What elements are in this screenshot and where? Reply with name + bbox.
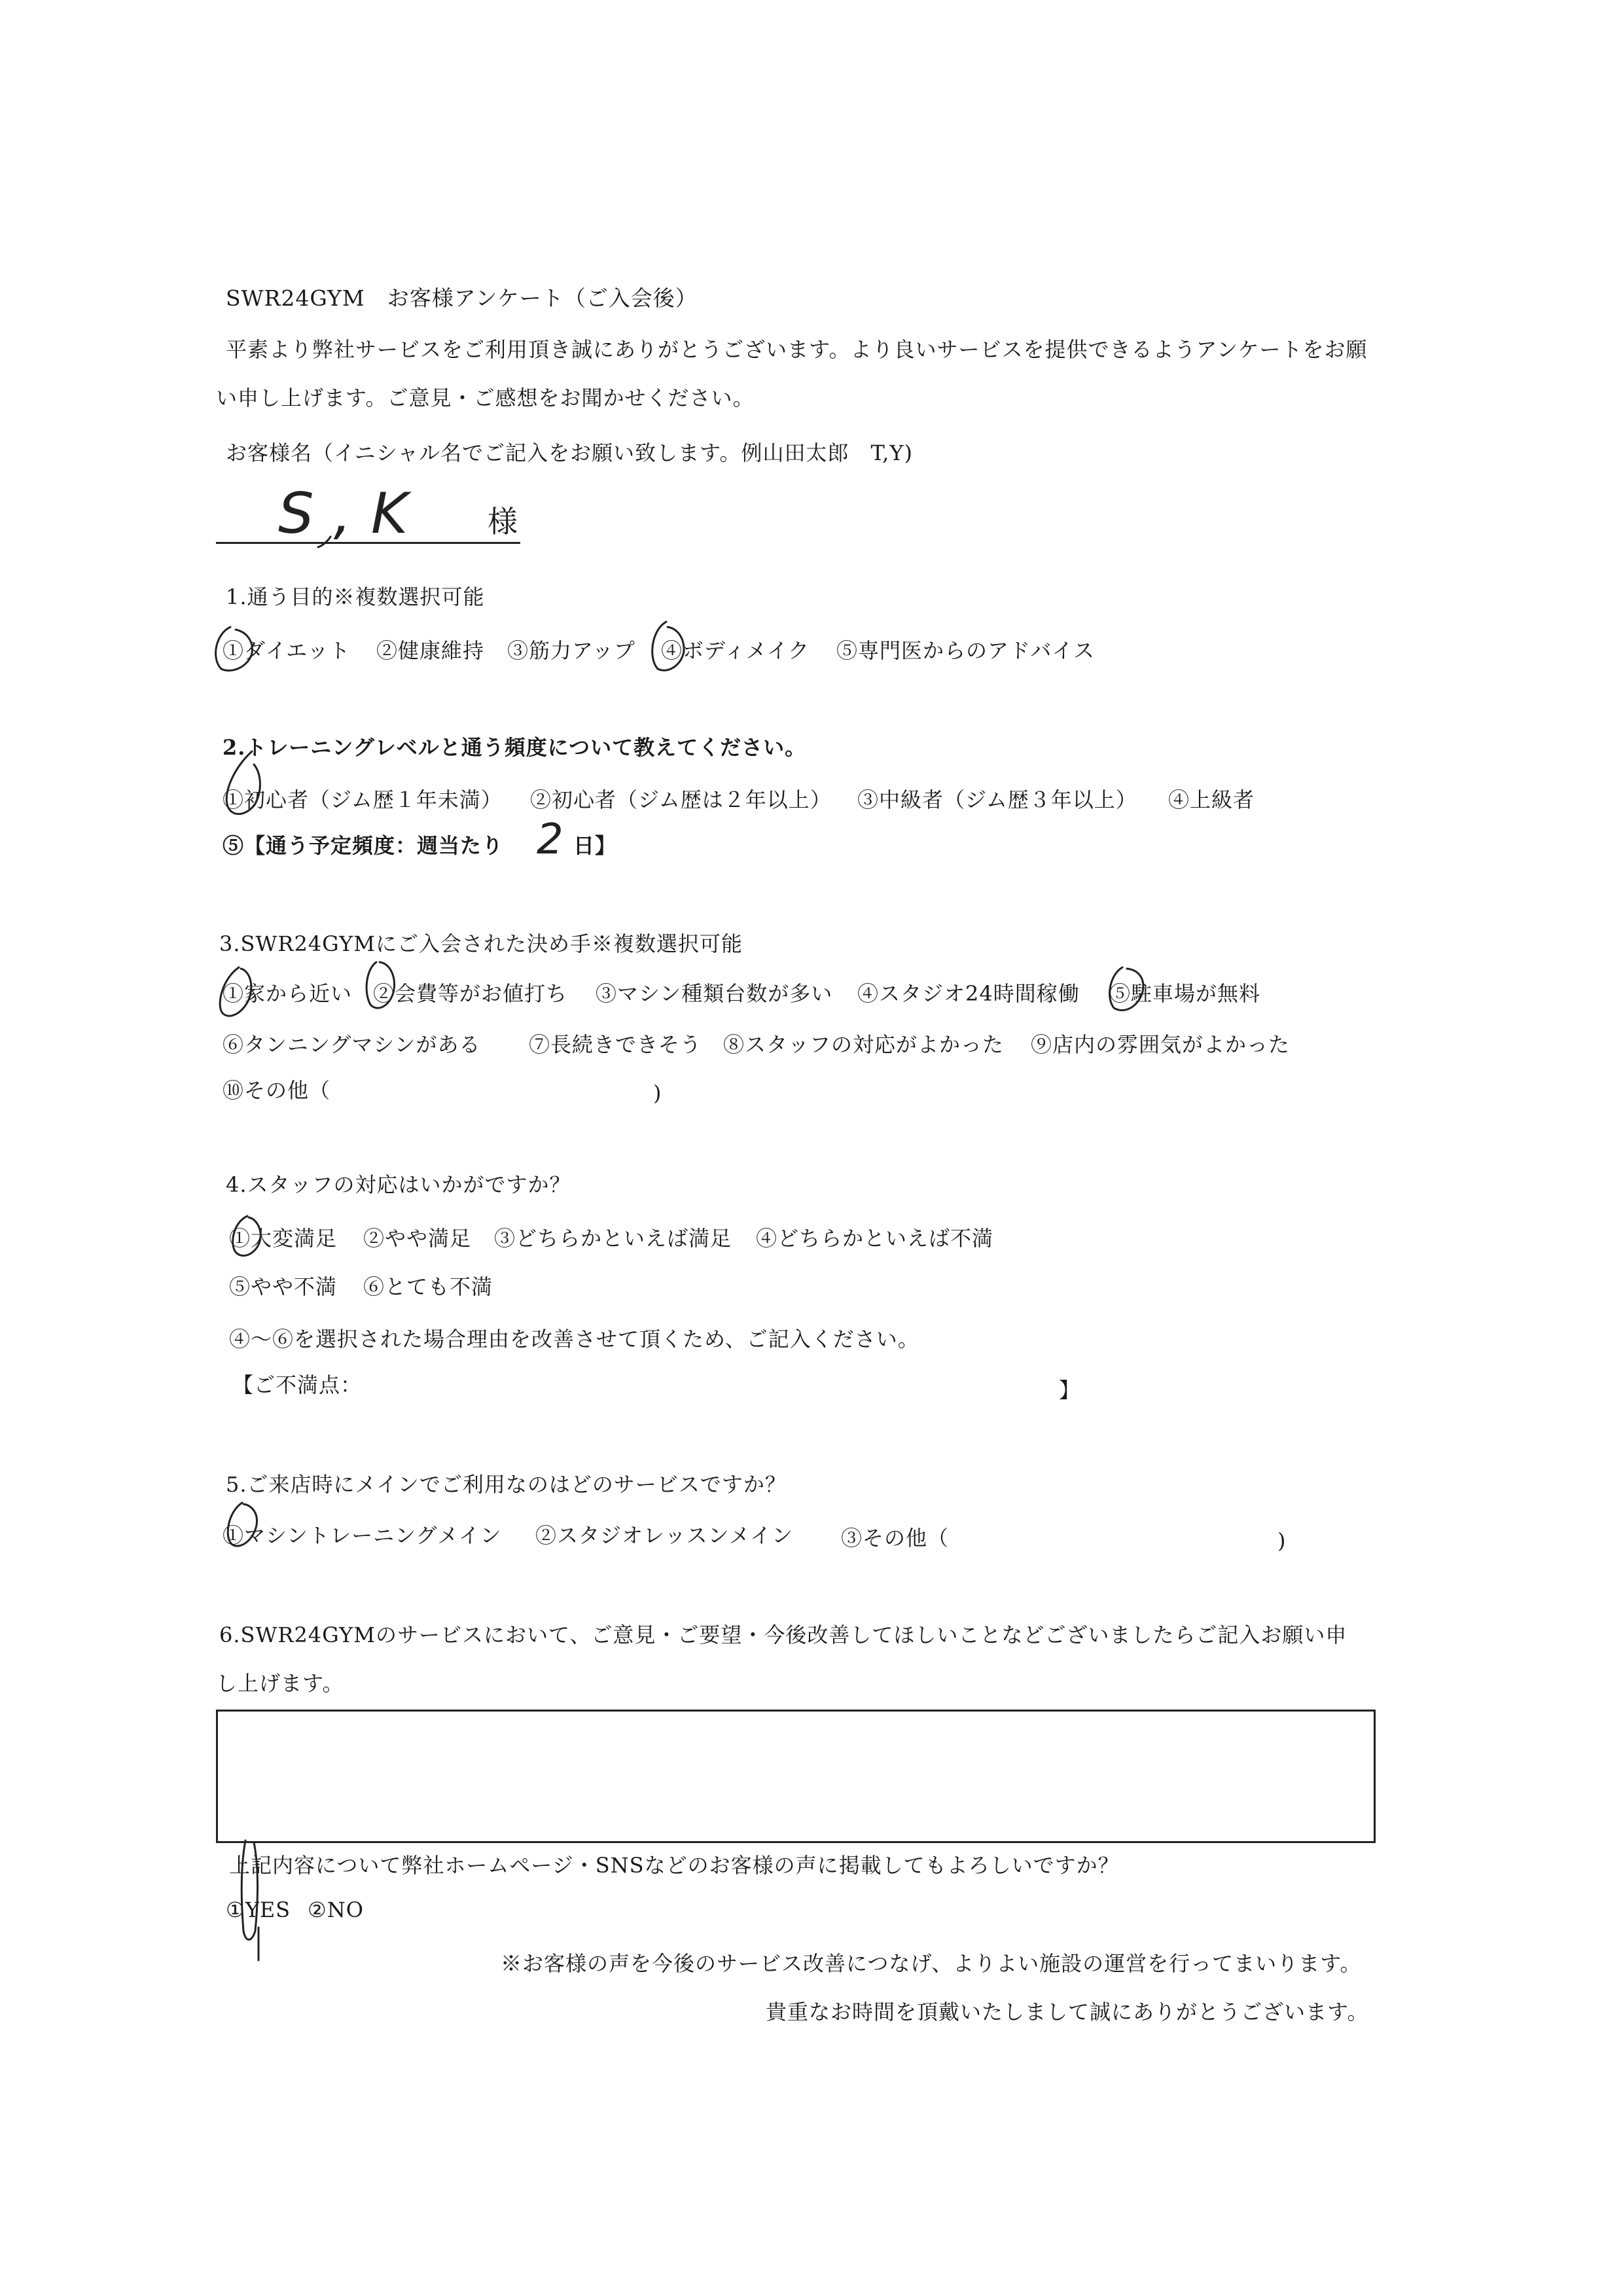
consent-yes-option[interactable]: ①YES [226, 1897, 291, 1922]
q3-option-3[interactable]: ③マシン種類台数が多い [596, 981, 833, 1006]
q2-frequency-value[interactable]: 2 [537, 816, 563, 864]
customer-initials[interactable]: S,K [278, 481, 428, 547]
q1-option-5[interactable]: ⑤専門医からのアドバイス [836, 638, 1096, 663]
q2-option-4[interactable]: ④上級者 [1168, 787, 1255, 812]
q5-other-close: ) [1277, 1528, 1287, 1553]
q5-other-field[interactable] [955, 1525, 1270, 1551]
q1-option-2[interactable]: ②健康維持 [376, 638, 485, 663]
q6-title-line-2: し上げます。 [216, 1671, 344, 1696]
consent-question: 上記内容について弊社ホームページ・SNSなどのお客様の声に掲載してもよろしいですか？ [229, 1853, 1120, 1878]
q2-option-1[interactable]: ①初心者（ジム歴１年未満） [223, 787, 503, 812]
q5-option-1[interactable]: ①マシントレーニングメイン [223, 1523, 502, 1548]
q4-note: ④〜⑥を選択された場合理由を改善させて頂くため、ご記入ください。 [229, 1327, 919, 1352]
q1-option-4[interactable]: ④ボディメイク [661, 638, 810, 663]
intro-line-1: 平素より弊社サービスをご利用頂き誠にありがとうございます。より良いサービスを提供できるようアンケートをお願 [226, 337, 1368, 362]
q1-title: 1.通う目的※複数選択可能 [226, 584, 485, 609]
q3-option-4[interactable]: ④スタジオ24時間稼働 [857, 981, 1080, 1006]
form-title: SWR24GYM お客様アンケート（ご入会後） [226, 285, 698, 311]
q2-option-3[interactable]: ③中級者（ジム歴３年以上） [857, 787, 1137, 812]
q3-other-label: ⑩その他（ [223, 1078, 331, 1103]
q2-title: 2.トレーニングレベルと通う頻度について教えてください。 [223, 735, 807, 760]
name-prompt: お客様名（イニシャル名でご記入をお願い致します。例山田太郎 T,Y) [226, 440, 913, 465]
q4-title: 4.スタッフの対応はいかがですか？ [226, 1172, 571, 1197]
q5-option-2[interactable]: ②スタジオレッスンメイン [535, 1523, 794, 1548]
q6-title-line-1: 6.SWR24GYMのサービスにおいて、ご意見・ご要望・今後改善してほしいことなどございましたらご記入お願い申 [219, 1623, 1347, 1647]
q4-option-6[interactable]: ⑥とても不満 [363, 1274, 493, 1299]
q2-frequency-prefix: ⑤【通う予定頻度：週当たり [223, 833, 504, 858]
q6-comment-box[interactable] [216, 1710, 1376, 1843]
q2-frequency-suffix: 日】 [573, 833, 617, 858]
footer-thanks: 貴重なお時間を頂戴いたしまして誠にありがとうございます。 [766, 2000, 1369, 2024]
q4-option-1[interactable]: ①大変満足 [229, 1226, 338, 1251]
q5-title: 5.ご来店時にメインでご利用なのはどのサービスですか？ [226, 1472, 787, 1497]
q4-complaint-close: 】 [1059, 1378, 1081, 1403]
q3-other-field[interactable] [340, 1077, 648, 1103]
q3-option-1[interactable]: ①家から近い [223, 981, 353, 1006]
consent-no-option[interactable]: ②NO [308, 1897, 364, 1922]
q4-complaint-field[interactable] [366, 1372, 1060, 1398]
q3-option-7[interactable]: ⑦長続きできそう [529, 1032, 702, 1057]
customer-honorific: 様 [488, 504, 518, 539]
name-underline [216, 542, 520, 544]
q3-option-9[interactable]: ⑨店内の雰囲気がよかった [1031, 1032, 1291, 1057]
q3-other-close: ) [653, 1081, 662, 1105]
q5-option-3[interactable]: ③その他（ [841, 1526, 950, 1551]
intro-line-2: い申し上げます。ご意見・ご感想をお聞かせください。 [216, 386, 755, 410]
q1-option-1[interactable]: ①ダイエット [223, 638, 351, 663]
q3-option-6[interactable]: ⑥タンニングマシンがある [223, 1032, 481, 1057]
q3-option-5[interactable]: ⑤駐車場が無料 [1109, 981, 1261, 1006]
q2-option-2[interactable]: ②初心者（ジム歴は２年以上） [530, 787, 832, 812]
q3-title: 3.SWR24GYMにご入会された決め手※複数選択可能 [219, 931, 743, 956]
q4-option-4[interactable]: ④どちらかといえば不満 [756, 1226, 994, 1251]
q3-option-2[interactable]: ②会費等がお値打ち [373, 981, 568, 1006]
q4-option-2[interactable]: ②やや満足 [363, 1226, 472, 1251]
q1-option-3[interactable]: ③筋力アップ [507, 638, 635, 663]
footer-note: ※お客様の声を今後のサービス改善につなげ、よりよい施設の運営を行ってまいります。 [501, 1951, 1362, 1976]
q4-complaint-label: 【ご不満点： [232, 1372, 363, 1397]
q3-option-8[interactable]: ⑧スタッフの対応がよかった [723, 1032, 1005, 1057]
q4-option-5[interactable]: ⑤やや不満 [229, 1274, 338, 1299]
q4-option-3[interactable]: ③どちらかといえば満足 [494, 1226, 732, 1251]
